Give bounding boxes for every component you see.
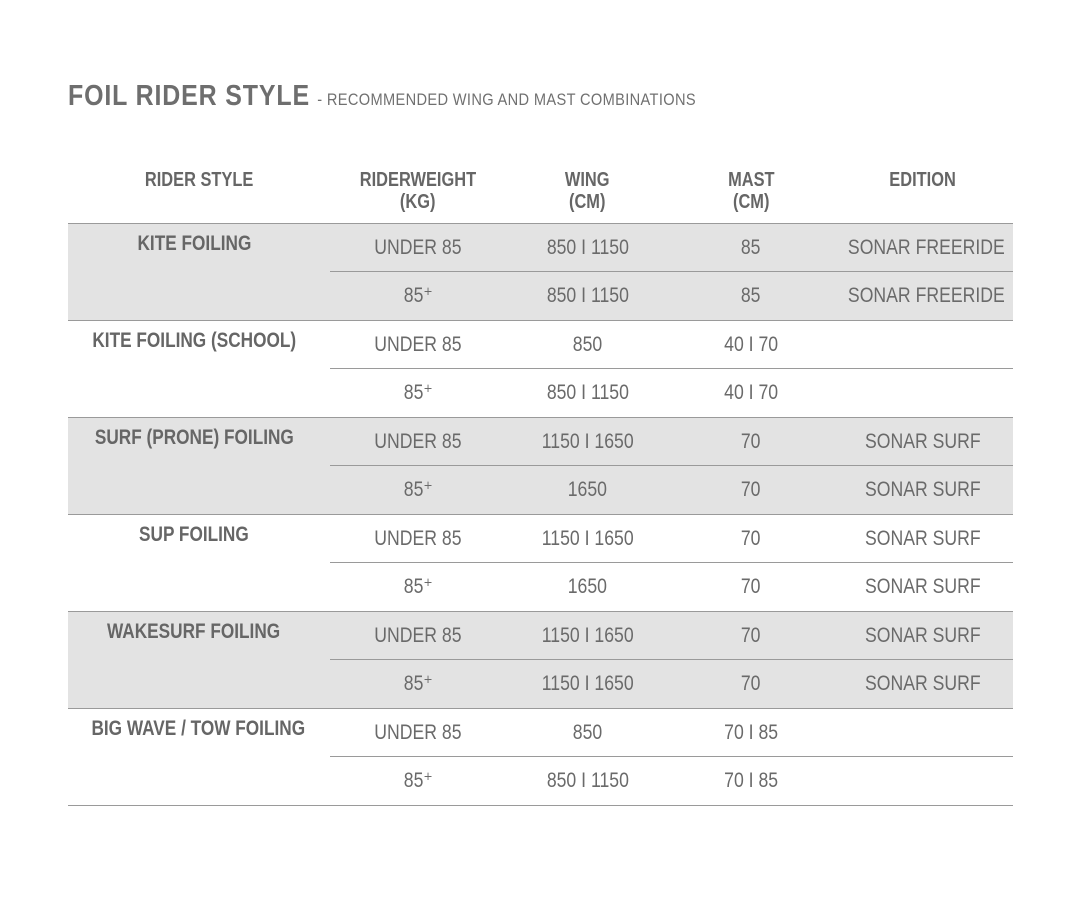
wing-cell: 1650 — [567, 575, 608, 598]
riderweight-cell: UNDER 85 — [374, 430, 462, 453]
combinations-table — [68, 166, 1013, 806]
mast-cell: 70 I 85 — [724, 769, 778, 792]
wing-cell: 850 I 1150 — [546, 769, 629, 792]
wing-cell: 850 I 1150 — [546, 236, 629, 259]
mast-cell: 70 — [741, 430, 761, 453]
edition-cell: SONAR FREERIDE — [847, 236, 1005, 259]
mast-cell: 70 I 85 — [724, 721, 778, 744]
wing-cell: 1150 I 1650 — [541, 430, 634, 453]
rider-style-label: KITE FOILING (SCHOOL) — [92, 329, 296, 352]
header-rider-style: RIDER STYLE — [144, 169, 254, 191]
table-row — [330, 466, 1013, 514]
table-row — [330, 418, 1013, 466]
wing-cell: 1650 — [567, 478, 608, 501]
edition-cell: SONAR SURF — [865, 624, 981, 647]
riderweight-cell: 85⁺ — [403, 381, 433, 404]
mast-cell: 70 — [741, 575, 761, 598]
riderweight-cell: 85⁺ — [403, 672, 433, 695]
edition-cell: SONAR SURF — [865, 575, 981, 598]
riderweight-cell: 85⁺ — [403, 284, 433, 307]
riderweight-cell: UNDER 85 — [374, 333, 462, 356]
table-row — [330, 660, 1013, 708]
table-row — [330, 369, 1013, 417]
table-group — [68, 224, 1013, 321]
riderweight-cell: 85⁺ — [403, 769, 433, 792]
mast-cell: 70 — [741, 478, 761, 501]
wing-cell: 850 — [572, 333, 603, 356]
rider-style-label: SURF (PRONE) FOILING — [94, 426, 294, 449]
edition-cell: SONAR SURF — [865, 478, 981, 501]
header-wing: WING (CM) — [565, 169, 610, 213]
rider-style-label: SUP FOILING — [139, 523, 249, 546]
riderweight-cell: UNDER 85 — [374, 721, 462, 744]
table-row — [330, 272, 1013, 320]
table-body — [68, 224, 1013, 806]
table-row — [330, 709, 1013, 757]
riderweight-cell: 85⁺ — [403, 478, 433, 501]
edition-cell — [833, 757, 1013, 804]
riderweight-cell: UNDER 85 — [374, 624, 462, 647]
table-group — [68, 515, 1013, 612]
edition-cell: SONAR SURF — [865, 430, 981, 453]
mast-cell: 40 I 70 — [724, 381, 778, 404]
header-riderweight-unit: (KG) — [400, 191, 436, 213]
wing-cell: 850 I 1150 — [546, 381, 629, 404]
mast-cell: 70 — [741, 624, 761, 647]
table-header-row — [68, 166, 1013, 224]
table-row — [330, 612, 1013, 660]
table-group — [68, 612, 1013, 709]
wing-cell: 850 — [572, 721, 603, 744]
page-title — [68, 80, 696, 113]
edition-cell — [833, 321, 1013, 368]
header-mast-unit: (CM) — [732, 191, 770, 213]
riderweight-cell: 85⁺ — [403, 575, 433, 598]
table-row — [330, 224, 1013, 272]
edition-cell: SONAR SURF — [865, 672, 981, 695]
header-wing-unit: (CM) — [569, 191, 606, 213]
header-mast: MAST (CM) — [727, 169, 775, 213]
rider-style-label: WAKESURF FOILING — [107, 620, 281, 643]
edition-cell: SONAR FREERIDE — [847, 284, 1005, 307]
table-group — [68, 321, 1013, 418]
table-row — [330, 757, 1013, 805]
edition-cell: SONAR SURF — [865, 527, 981, 550]
edition-cell — [833, 369, 1013, 416]
riderweight-cell: UNDER 85 — [374, 527, 462, 550]
table-row — [330, 563, 1013, 611]
table-group — [68, 709, 1013, 806]
rider-style-label: KITE FOILING — [137, 232, 251, 255]
table-group — [68, 418, 1013, 515]
riderweight-cell: UNDER 85 — [374, 236, 462, 259]
mast-cell: 70 — [741, 672, 761, 695]
mast-cell: 70 — [741, 527, 761, 550]
wing-cell: 1150 I 1650 — [541, 624, 634, 647]
table-row — [330, 515, 1013, 563]
mast-cell: 40 I 70 — [724, 333, 778, 356]
table-row — [330, 321, 1013, 369]
edition-cell — [833, 709, 1013, 756]
header-riderweight: RIDERWEIGHT (KG) — [359, 169, 477, 213]
mast-cell: 85 — [741, 284, 761, 307]
wing-cell: 1150 I 1650 — [541, 672, 634, 695]
mast-cell: 85 — [741, 236, 761, 259]
title-subtitle: - RECOMMENDED WING AND MAST COMBINATIONS — [317, 90, 696, 109]
wing-cell: 1150 I 1650 — [541, 527, 634, 550]
rider-style-label: BIG WAVE / TOW FOILING — [91, 717, 306, 740]
title-main: FOIL RIDER STYLE — [68, 80, 310, 112]
wing-cell: 850 I 1150 — [546, 284, 629, 307]
header-edition: EDITION — [889, 169, 957, 191]
